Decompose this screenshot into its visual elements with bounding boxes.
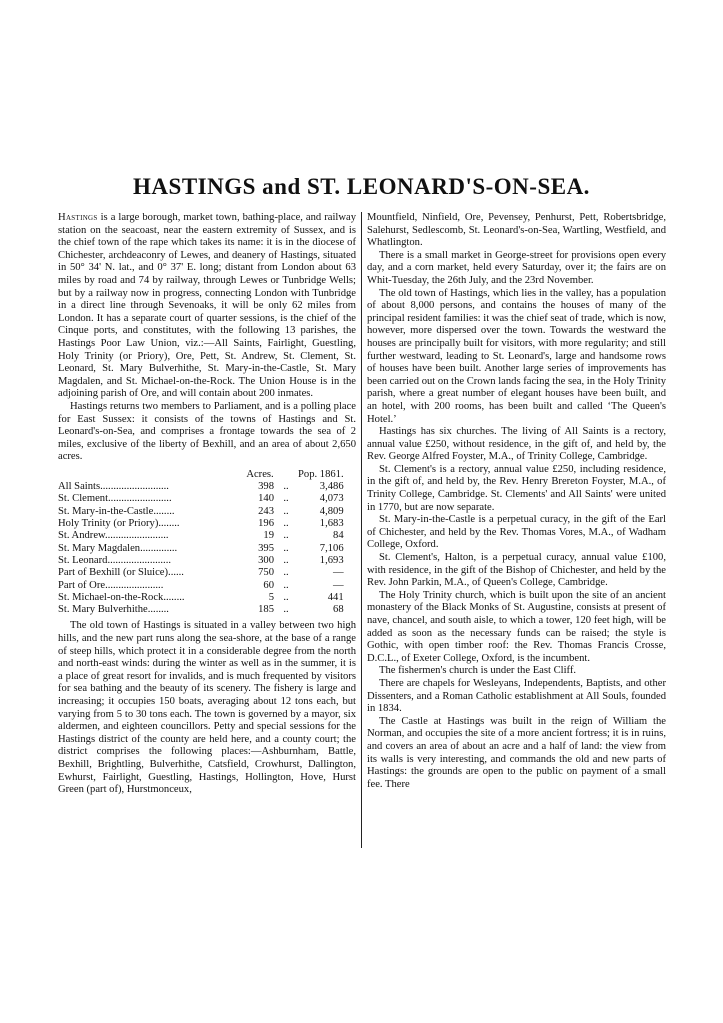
parish-name [58,604,246,616]
parish-name [58,518,246,530]
parish-label: St. Mary-in-the-Castle [58,505,154,517]
market-paragraph: There is a small market in George-street for provisions open every day, and a corn market, held every Saturday, over it; the fairs are on Whit-Tuesday, the 26th July, and the 23rd November. [367,249,666,286]
table-row [58,506,344,518]
parish-label: St. Clement [58,493,109,505]
table-row [58,543,344,555]
page-title: HASTINGS and ST. LEONARD'S-ON-SEA. [133,174,590,199]
acres-value: 5 [268,591,274,603]
st-mary-castle-paragraph: St. Mary-in-the-Castle is a perpetual curacy, in the gift of the Earl of Chichester, and held by the Rev. Thomas Vores, M.A., of Wadham College, Oxford. [367,514,666,551]
leader-dots: ........ [158,518,180,530]
town-description-paragraph: The old town of Hastings is situated in a valley between two high hills, and the new part runs along the sea-shore, at the base of a range of steep hills, which protect it in a considerable degree from the north and north-east winds: during the winter as well as in the summer, it is a place of great resort for invalids, and is much frequented by visitors for sea bathing and the beauty of its scenery. The fishery is large and increasing; it occupies 150 boats, averaging about 12 tons each, but varying from 5 to 30 tons each. The town is governed by a mayor, six aldermen, and eighteen councillors. Petty and special sessions for the Hastings district of the county are held here, and a county court; the district comprises the following places:—Ashburnham, Battle, Bexhill, Brightling, Bulverhithe, Catsfield, Crowhurst, Dallington, Ewhurst, Fairlight, Guestling, Hastings, Hollington, Hove, Hurst Green (part of), Hurstmonceux, [58,620,356,796]
leader-dots: ........ [153,505,175,517]
separator-dots: .. [283,481,289,493]
separator-dots: .. [283,579,289,591]
separator-dots: .. [283,567,289,579]
parish-label: St. Andrew [58,530,105,542]
population-value: 1,693 [319,554,344,566]
column-divider [361,212,362,848]
population-column-header: Pop. 1861. [298,468,344,480]
population-value: 4,809 [319,505,344,517]
population-value: 68 [333,604,344,616]
table-row [58,481,344,493]
leader-dots: ........................ [104,530,169,542]
fishermens-church-paragraph: The fishermen's church is under the East Cliff. [379,665,577,677]
parish-name [58,555,246,567]
table-row [58,592,344,604]
separator-dots: .. [283,591,289,603]
leader-dots: ........................ [107,554,171,566]
parish-label: St. Leonard [58,554,108,566]
chapels-paragraph: There are chapels for Wesleyans, Independents, Baptists, and other Dissenters, and a Roman Catholic establishment at All Souls, founded in 1834. [367,677,666,715]
parish-name [58,506,246,518]
intro-paragraph [58,212,356,401]
acres-value: 140 [258,493,274,505]
parish-name [58,567,246,579]
separator-dots: .. [283,530,289,542]
parish-label: St. Michael-on-the-Rock [58,591,164,603]
table-row [58,604,344,616]
acres-value: 300 [258,554,274,566]
parish-label: St. Mary Bulverhithe [58,604,148,616]
parish-label: St. Mary Magdalen [58,542,141,554]
table-row [58,580,344,592]
left-column [58,212,356,797]
leader-dots: ........................ [108,493,172,505]
acres-value: 60 [263,579,274,591]
parliament-paragraph: Hastings returns two members to Parliament, and is a polling place for East Sussex: it consists of the towns of Hastings and St. Leonard's-on-Sea, and comprises a frontage towards the sea of 2 miles, exclusive of the liberty of Bexhill, and an area of about 2,650 acres. [58,400,356,463]
population-value: — [333,567,344,579]
parish-name [58,481,246,493]
parish-population-table [58,469,344,617]
holy-trinity-paragraph: The Holy Trinity church, which is built upon the site of an ancient monastery of the Black Monks of St. Augustine, consists at present of nave, chancel, and south aisle, to which a tower, 120 feet high, will be added as soon as the necessary funds can be raised; the style is Gothic, with open timber roof: the Rev. Thomas Francis Crosse, D.C.L., of Exeter College, Oxford, is the incumbent. [367,589,666,664]
table-row [58,518,344,530]
castle-paragraph: The Castle at Hastings was built in the reign of William the Norman, and occupies the site of a more ancient fortress; it is in ruins, and covers an area of about an acre and a half of land: the view from its walls is very interesting, and commands the old and new parts of Hastings: the grounds are open to the public on payment of a small fee. There [367,715,666,790]
separator-dots: .. [283,505,289,517]
leader-dots: ...................... [105,579,164,591]
separator-dots: .. [283,493,289,505]
acres-value: 398 [258,481,274,493]
leader-dots: .......................... [100,481,169,493]
st-clements-paragraph: St. Clement's is a rectory, annual value £250, including residence, in the gift of, and held by, the Rev. Henry Brereton Foyster, M.A., of Trinity College, Cambridge. St. Clements' and All Saints' were united in 1770, but are now separate. [367,463,666,513]
separator-dots: .. [283,518,289,530]
parish-label: All Saints [58,481,101,493]
population-value: 7,106 [319,542,344,554]
acres-value: 196 [258,518,274,530]
table-row [58,530,344,542]
acres-value: 185 [258,604,274,616]
leader-dots: ...... [168,567,184,579]
intro-text: is a large borough, market town, bathing-place, and railway station on the seacoast, near the eastern extremity of Sussex, and is the chief town of the rape which takes its name: it is in the diocese of Chichester, archdeaconry of Lewes, and deanery of Hastings, situated in 50° 34' N. lat., and 0° 37' E. long; distant from London about 63 miles by road and 74 by railway, through Lewes or Tunbridge Wells; but by a railway now in progress, connecting London with Tunbridge in a direct line through Sevenoaks, it will be only 62 miles from London. It has a separate court of quarter sessions, is the chief of the Cinque ports, and constitutes, with the following 13 parishes, the Hastings Poor Law Union, viz.:—All Saints, Fairlight, Guestling, Holy Trinity (or Priory), Ore, Pett, St. Andrew, St. Clement, St. Leonard, St. Mary Bulverhithe, St. Mary-in-the-Castle, St. Mary Magdalen, and St. Michael-on-the-Rock. The Union House is in the adjoining parish of Ore, and will contain about 200 inmates. [58,212,356,400]
parish-label: Part of Bexhill (or Sluice) [58,567,169,579]
churches-paragraph: Hastings has six churches. The living of All Saints is a rectory, annual value £250, without residence, in the gift of, and held by, the Rev. George Alfred Foyster, M.A., of Trinity College, Cambridge. [367,426,666,463]
leader-dots: ........ [163,591,185,603]
population-value: 4,073 [319,493,344,505]
parish-name [58,543,246,555]
table-row [58,555,344,567]
acres-value: 243 [258,505,274,517]
district-places-continued: Mountfield, Ninfield, Ore, Pevensey, Penhurst, Pett, Robertsbridge, Salehurst, Sedlescomb, St. Leonard's-on-Sea, Wartling, Westfield, and Whatlington. [367,212,666,249]
table-header-row [58,469,344,481]
parish-name [58,580,246,592]
acres-value: 750 [258,567,274,579]
acres-column-header: Acres. [246,468,274,480]
acres-value: 395 [258,542,274,554]
parish-name [58,493,246,505]
population-value: 1,683 [319,518,344,530]
parish-label: Holy Trinity (or Priory) [58,518,159,530]
halton-paragraph: St. Clement's, Halton, is a perpetual curacy, annual value £100, with residence, in the gift of the Bishop of Chichester, and held by the Rev. John Parkin, M.A., of Queen's College, Cambridge. [367,552,666,589]
population-value: 3,486 [319,481,344,493]
right-column [367,212,666,791]
table-row [58,493,344,505]
separator-dots: .. [283,542,289,554]
separator-dots: .. [283,604,289,616]
acres-value: 19 [263,530,274,542]
leader-dots: .............. [140,542,178,554]
separator-dots: .. [283,554,289,566]
population-value: 84 [333,530,344,542]
parish-name [58,530,246,542]
leader-dots: ........ [147,604,169,616]
old-town-paragraph: The old town of Hastings, which lies in the valley, has a population of about 8,000 persons, and contains the houses of many of the principal resident families: it was the chief seat of trade, which is now, however, more dispersed over the town. Towards the westward the houses are principally built for visitors, with more regularity; and still further westward, leading to St. Leonard's, large and handsome rows of houses have been built. Another large series of improvements has been carried out on the Crown lands facing the sea, in the Holy Trinity parish, where a great number of elegant houses have been built, and an hotel, with 200 rooms, has been built and called ‘The Queen's Hotel.’ [367,287,666,425]
parish-rows [58,481,344,616]
intro-lead-word: Hastings [58,212,98,223]
table-row [58,567,344,579]
population-value: — [333,579,344,591]
population-value: 441 [327,591,344,603]
parish-label: Part of Ore [58,579,106,591]
parish-name [58,592,246,604]
